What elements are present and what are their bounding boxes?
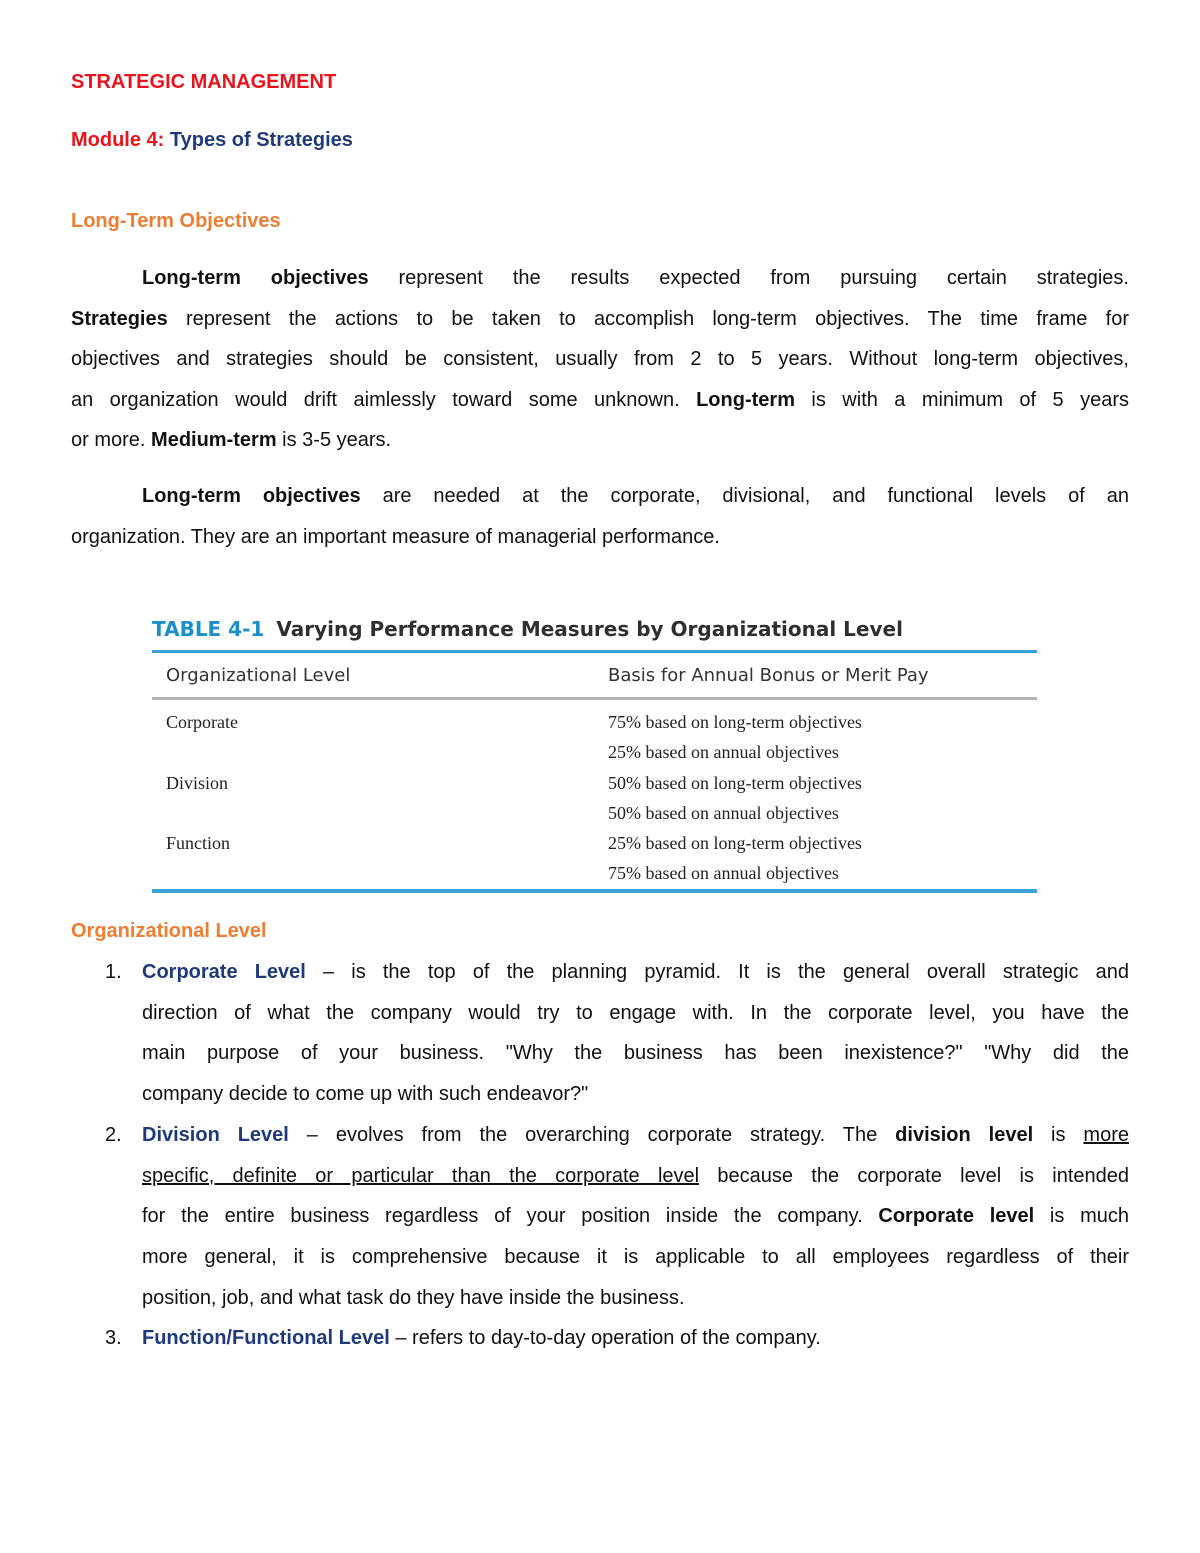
line-text: are needed at the corporate, divisional, and functional levels of an [360,485,1129,507]
paragraph-levels [71,476,1129,557]
table-cell-basis: 75% based on long-term objectives [608,712,862,732]
term-functional-level: Function/Functional Level [142,1327,390,1350]
line-text: represent the actions to be taken to accomplish long-term objectives. The time frame for [167,307,1129,330]
underlined-text: specific, definite or particular than the corporate level [142,1164,700,1187]
table-cell-basis: 75% based on annual objectives [608,863,839,883]
list-line: company decide to come up with such endeavor?" [142,1083,589,1106]
list-item-corporate [71,952,1129,1115]
table-cell-level: Corporate [166,712,238,732]
paragraph-line [71,339,1129,380]
module-name: Types of Strategies [169,129,353,151]
list-number: 2. [105,1123,122,1146]
line-text: or more. [71,429,152,451]
module-label: Module 4: [71,129,165,151]
table-cell-basis: 50% based on long-term objectives [608,773,862,793]
table-header-cell: Basis for Annual Bonus or Merit Pay [608,664,929,686]
line-text: for the entire business regardless of your position inside the company. [142,1205,879,1228]
line-text: – is the top of the planning pyramid. It is the general overall strategic and [305,961,1129,983]
list-line [142,1196,1129,1237]
list-line: main purpose of your business. "Why the business has been inexistence?" "Why did the [142,1042,1129,1065]
line-text: is with a minimum of 5 years [794,388,1129,411]
document-title: STRATEGIC MANAGEMENT [71,71,337,93]
list-line: more general, it is comprehensive because it is applicable to all employees regardless of their [142,1245,1129,1268]
line-text: is 3-5 years. [276,429,392,451]
list-item-division [71,1115,1129,1319]
line-text: because the corporate level is intended [699,1164,1129,1187]
list-line [142,1318,1129,1359]
paragraph-line [71,299,1129,340]
paragraph-line [71,517,1129,558]
table-header-row [152,653,1037,697]
line-text: objectives and strategies should be consistent, usually from 2 to 5 years. Without long-term objectives, [71,348,1129,370]
list-line [142,952,1129,993]
bold-term: Medium-term [151,429,277,451]
bold-term: Corporate level [878,1205,1035,1228]
table-header-cell: Organizational Level [166,664,351,686]
term-division-level: Division Level [142,1123,289,1146]
line-text: – evolves from the overarching corporate strategy. The [288,1123,896,1146]
list-line: position, job, and what task do they have inside the business. [142,1286,685,1309]
paragraph-line [71,380,1129,421]
bold-term: Long-term [696,388,795,411]
performance-table [152,614,1037,883]
line-text: organization. They are an important measure of managerial performance. [71,525,720,548]
bold-term: Long-term objectives [142,485,361,507]
organizational-level-list [71,952,1129,1359]
line-text: an organization would drift aimlessly toward some unknown. [71,388,697,411]
underlined-text: more [1083,1123,1129,1146]
table-body [152,700,1037,883]
paragraph-long-term-objectives [71,258,1129,461]
paragraph-line [71,420,1129,461]
bold-term: Strategies [71,307,168,330]
line-text: is much [1034,1205,1130,1228]
table-title: Varying Performance Measures by Organizational Level [276,617,903,641]
list-item-functional [71,1318,1129,1359]
module-heading [71,129,353,152]
list-line [142,1115,1129,1156]
table-bottom-rule [152,889,1037,893]
list-number: 1. [105,961,122,983]
table-number: TABLE 4-1 [152,617,265,641]
table-cell-basis: 50% based on annual objectives [608,803,839,823]
table-cell-basis: 25% based on annual objectives [608,742,839,762]
section-heading-organizational-level: Organizational Level [71,920,267,942]
list-line [142,1156,1129,1197]
section-heading-long-term-objectives: Long-Term Objectives [71,210,281,232]
line-text: represent the results expected from pursuing certain strategies. [368,267,1129,289]
line-text: is [1033,1123,1084,1146]
line-text: – refers to day-to-day operation of the company. [389,1327,821,1350]
bold-term: Long-term objectives [142,267,369,289]
list-line: direction of what the company would try to engage with. In the corporate level, you have the [142,1001,1129,1024]
table-caption [152,614,1037,650]
table-cell-basis: 25% based on long-term objectives [608,833,862,853]
term-corporate-level: Corporate Level [142,961,306,983]
paragraph-line [71,476,1129,517]
bold-term: division level [895,1123,1034,1146]
list-number: 3. [105,1327,122,1350]
paragraph-line [71,258,1129,299]
table-cell-level: Division [166,773,229,793]
table-cell-level: Function [166,833,231,853]
